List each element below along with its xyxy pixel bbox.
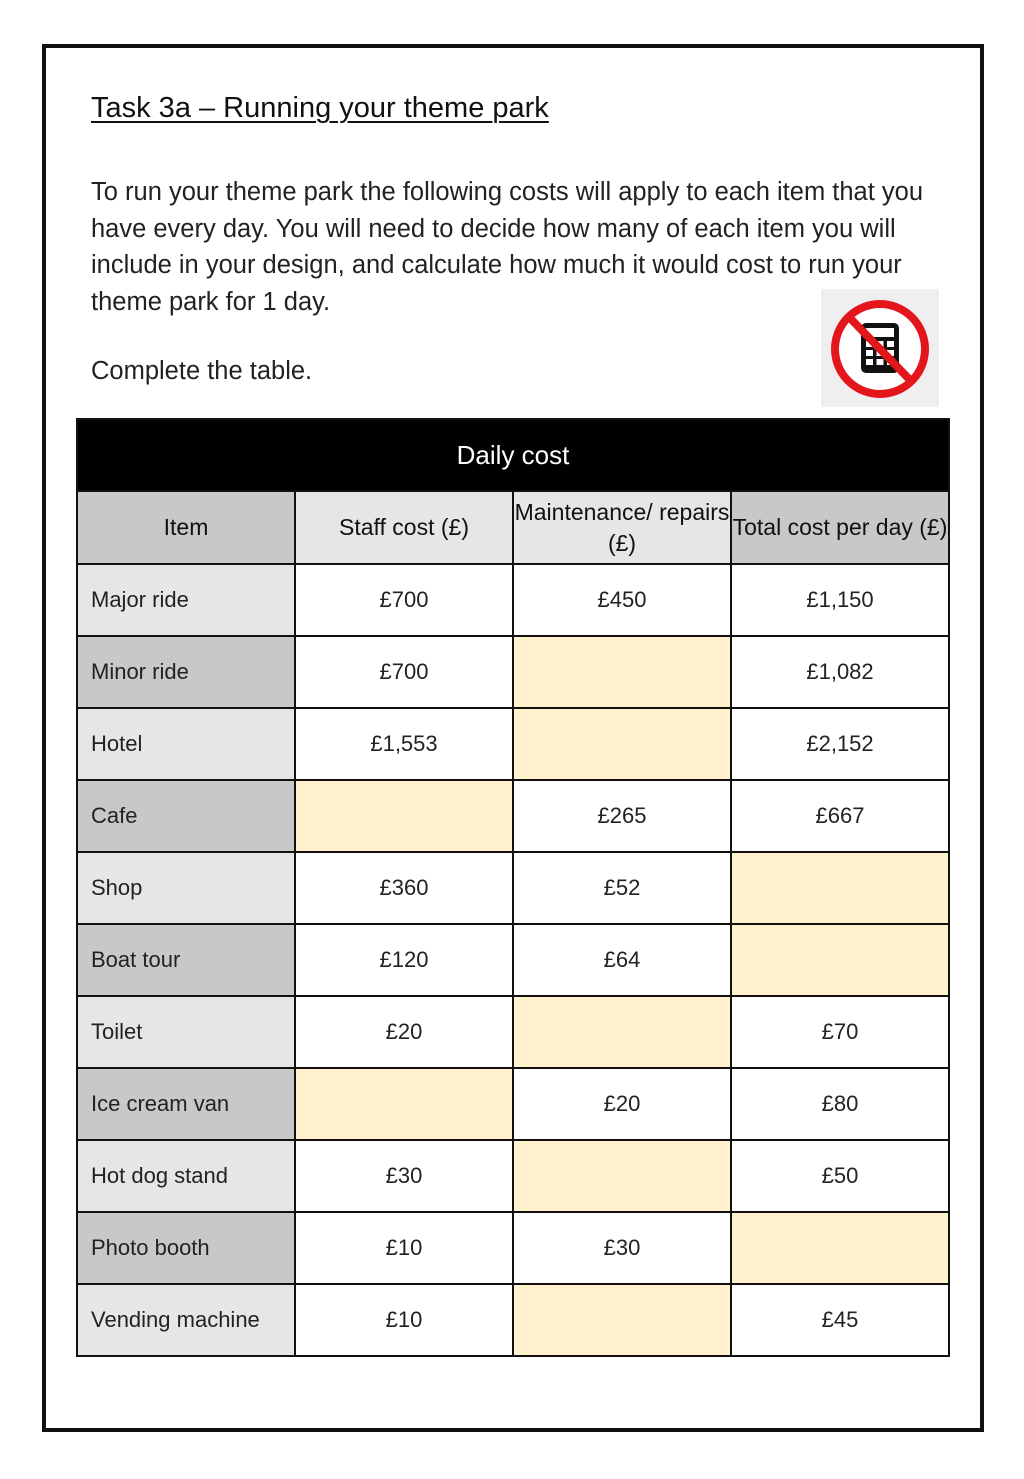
staff-cost-cell: £30 xyxy=(295,1140,513,1212)
total-cost-cell: £2,152 xyxy=(731,708,949,780)
blank-answer-cell[interactable] xyxy=(295,780,513,852)
staff-cost-cell: £360 xyxy=(295,852,513,924)
blank-answer-cell[interactable] xyxy=(513,1284,731,1356)
total-cost-cell: £1,150 xyxy=(731,564,949,636)
maintenance-cell: £64 xyxy=(513,924,731,996)
item-name: Shop xyxy=(77,852,295,924)
column-header-item: Item xyxy=(77,491,295,564)
blank-answer-cell[interactable] xyxy=(295,1068,513,1140)
item-name: Minor ride xyxy=(77,636,295,708)
column-header-staff-cost: Staff cost (£) xyxy=(295,491,513,564)
table-row xyxy=(77,1212,949,1284)
maintenance-cell: £265 xyxy=(513,780,731,852)
maintenance-cell: £30 xyxy=(513,1212,731,1284)
maintenance-cell: £20 xyxy=(513,1068,731,1140)
daily-cost-table xyxy=(76,418,950,1357)
complete-table-instruction: Complete the table. xyxy=(91,357,313,385)
column-header-maintenance: Maintenance/ repairs (£) xyxy=(513,491,731,564)
item-name: Toilet xyxy=(77,996,295,1068)
maintenance-cell: £52 xyxy=(513,852,731,924)
blank-answer-cell[interactable] xyxy=(513,708,731,780)
task-instructions: To run your theme park the following costs will apply to each item that you have every day. You will need to decide how many of each item you will include in your design, and calculate how much it would cost to run your theme park for 1 day. xyxy=(91,178,923,316)
table-row xyxy=(77,1140,949,1212)
page-title: Task 3a – Running your theme park xyxy=(91,92,549,124)
item-name: Photo booth xyxy=(77,1212,295,1284)
table-row xyxy=(77,1284,949,1356)
total-cost-cell: £1,082 xyxy=(731,636,949,708)
blank-answer-cell[interactable] xyxy=(513,636,731,708)
maintenance-cell: £450 xyxy=(513,564,731,636)
staff-cost-cell: £700 xyxy=(295,636,513,708)
item-name: Hot dog stand xyxy=(77,1140,295,1212)
table-row xyxy=(77,780,949,852)
table-row xyxy=(77,636,949,708)
staff-cost-cell: £10 xyxy=(295,1212,513,1284)
table-banner: Daily cost xyxy=(77,419,949,491)
total-cost-cell: £70 xyxy=(731,996,949,1068)
table-row xyxy=(77,852,949,924)
total-cost-cell: £667 xyxy=(731,780,949,852)
total-cost-cell: £50 xyxy=(731,1140,949,1212)
item-name: Ice cream van xyxy=(77,1068,295,1140)
item-name: Vending machine xyxy=(77,1284,295,1356)
table-row xyxy=(77,564,949,636)
staff-cost-cell: £120 xyxy=(295,924,513,996)
table-row xyxy=(77,708,949,780)
table-row xyxy=(77,1068,949,1140)
blank-answer-cell[interactable] xyxy=(731,924,949,996)
item-name: Cafe xyxy=(77,780,295,852)
total-cost-cell: £45 xyxy=(731,1284,949,1356)
column-header-total: Total cost per day (£) xyxy=(731,491,949,564)
blank-answer-cell[interactable] xyxy=(731,1212,949,1284)
item-name: Major ride xyxy=(77,564,295,636)
table-row xyxy=(77,996,949,1068)
blank-answer-cell[interactable] xyxy=(513,1140,731,1212)
staff-cost-cell: £10 xyxy=(295,1284,513,1356)
table-row xyxy=(77,924,949,996)
total-cost-cell: £80 xyxy=(731,1068,949,1140)
item-name: Hotel xyxy=(77,708,295,780)
staff-cost-cell: £700 xyxy=(295,564,513,636)
staff-cost-cell: £20 xyxy=(295,996,513,1068)
no-calculator-icon xyxy=(821,289,939,407)
blank-answer-cell[interactable] xyxy=(513,996,731,1068)
item-name: Boat tour xyxy=(77,924,295,996)
staff-cost-cell: £1,553 xyxy=(295,708,513,780)
blank-answer-cell[interactable] xyxy=(731,852,949,924)
